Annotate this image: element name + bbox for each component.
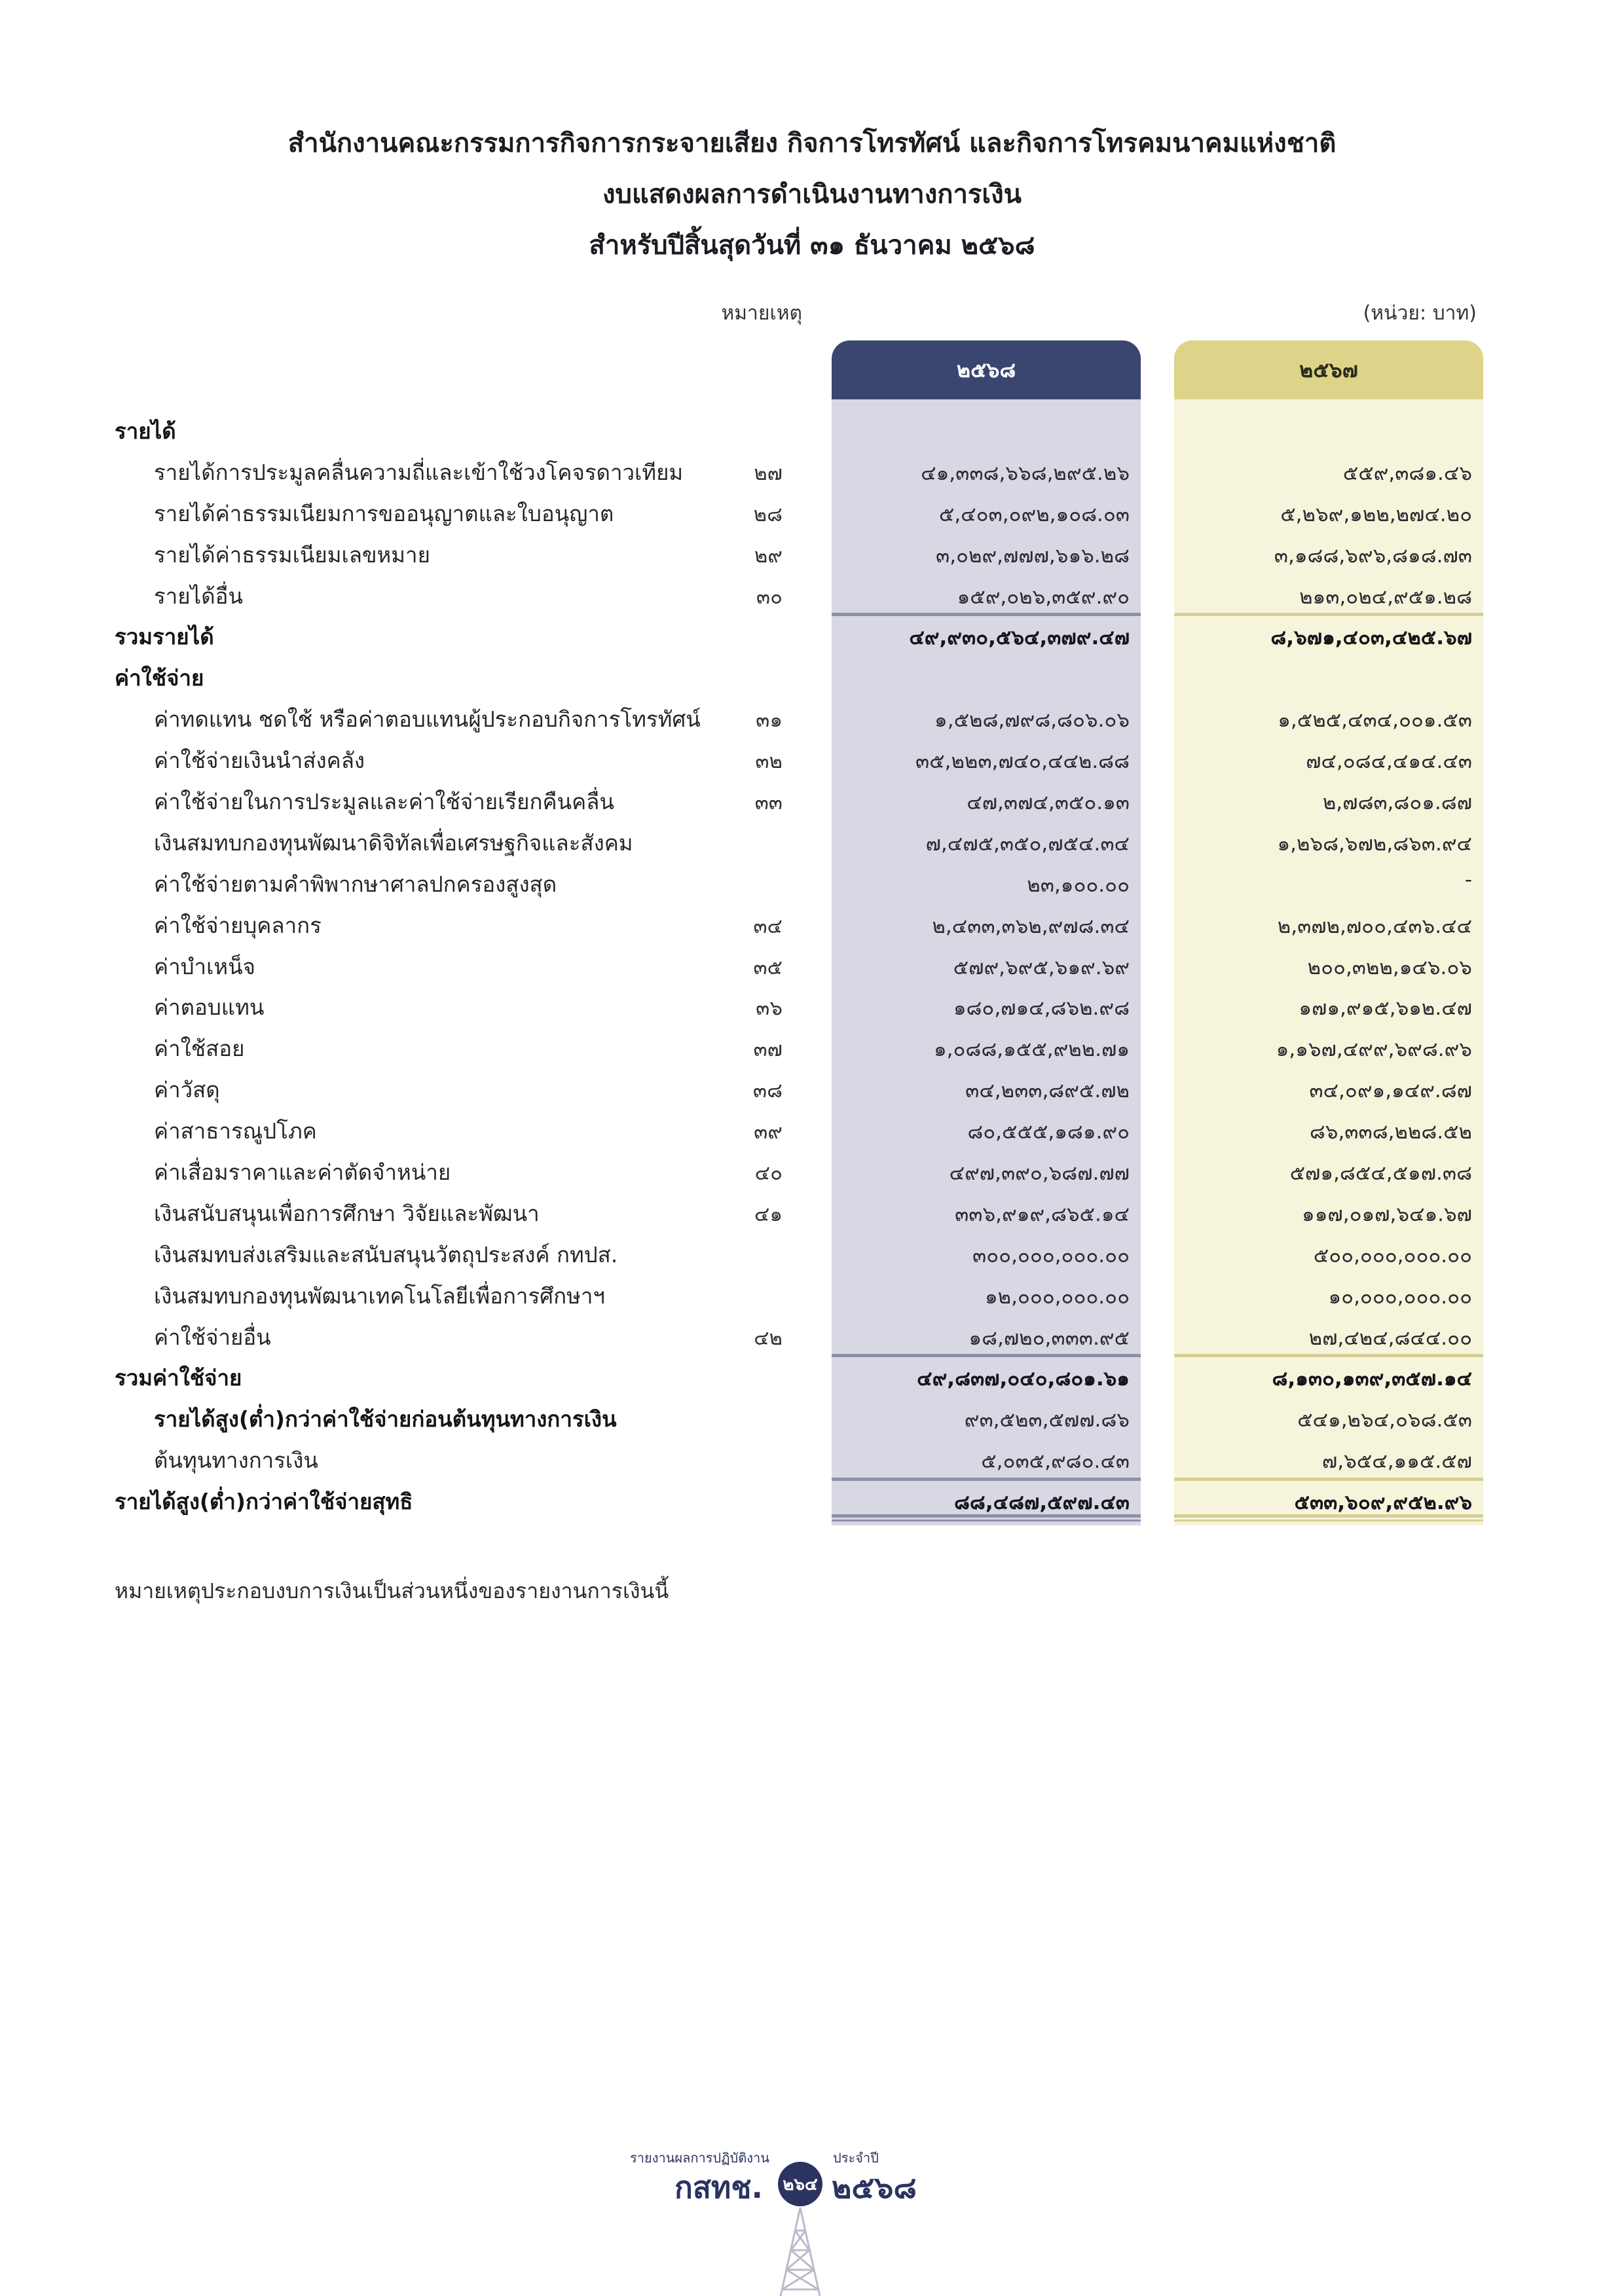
total-rule-line <box>1174 1478 1483 1481</box>
previous-year-amount: - <box>1464 867 1472 892</box>
footer-year: ๒๕๖๘ <box>832 2170 917 2205</box>
row-note-ref: ๓๙ <box>754 1120 783 1144</box>
current-year-amount: ๔๙๗,๓๙๐,๖๘๗.๗๗ <box>949 1161 1130 1186</box>
previous-year-amount: ๒,๗๘๓,๘๐๑.๘๗ <box>1322 791 1472 815</box>
footnote: หมายเหตุประกอบงบการเงินเป็นส่วนหนึ่งของรายงานการเงินนี้ <box>115 1578 669 1603</box>
row-label: ค่าเสื่อมราคาและค่าตัดจำหน่าย <box>154 1159 451 1186</box>
previous-year-amount: ๓,๑๘๘,๖๙๖,๘๑๘.๗๓ <box>1274 543 1472 568</box>
row-label: เงินสนับสนุนเพื่อการศึกษา วิจัยและพัฒนา <box>154 1200 540 1226</box>
current-year-amount: ๑,๐๘๘,๑๕๕,๙๒๒.๗๑ <box>933 1038 1130 1062</box>
row-label: ค่าใช้จ่ายอื่น <box>154 1324 271 1350</box>
row-label: ค่าทดแทน ชดใช้ หรือค่าตอบแทนผู้ประกอบกิจการโทรทัศน์ <box>154 706 701 733</box>
current-year-amount: ๓๔,๒๓๓,๘๙๕.๗๒ <box>965 1079 1130 1103</box>
current-year-amount: ๓๕,๒๒๓,๗๔๐,๔๔๒.๘๘ <box>915 750 1130 774</box>
current-year-amount: ๔๑,๓๓๘,๖๖๘,๒๙๕.๒๖ <box>921 461 1130 485</box>
row-label: รายได้สูง(ต่ำ)กว่าค่าใช้จ่ายก่อนต้นทุนทางการเงิน <box>154 1406 617 1432</box>
line-item-row <box>0 572 1624 613</box>
row-label: ค่าบำเหน็จ <box>154 953 256 979</box>
row-label: ต้นทุนทางการเงิน <box>154 1448 318 1474</box>
row-label: เงินสมทบกองทุนพัฒนาเทคโนโลยีเพื่อการศึกษาฯ <box>154 1283 605 1309</box>
double-underline <box>1174 1514 1483 1518</box>
line-item-row <box>0 983 1624 1025</box>
line-item-row <box>0 1272 1624 1313</box>
line-item-row <box>0 943 1624 984</box>
previous-year-amount: ๑,๑๖๗,๔๙๙,๖๙๘.๙๖ <box>1276 1038 1472 1062</box>
previous-year-amount: ๕,๒๖๙,๑๒๒,๒๗๔.๒๐ <box>1280 502 1472 526</box>
double-underline <box>1174 1520 1483 1522</box>
line-item-row <box>0 1313 1624 1355</box>
current-year-amount: ๕,๐๓๕,๙๘๐.๔๓ <box>981 1449 1130 1474</box>
previous-year-header: ๒๕๖๗ <box>1174 340 1483 399</box>
row-label: ค่าวัสดุ <box>154 1077 220 1103</box>
row-note-ref: ๓๕ <box>753 955 783 979</box>
current-year-amount: ๓๐๐,๐๐๐,๐๐๐.๐๐ <box>972 1243 1130 1267</box>
row-label: เงินสมทบส่งเสริมและสนับสนุนวัตถุประสงค์ กทปส. <box>154 1241 618 1267</box>
line-item-row <box>0 448 1624 490</box>
row-label: รวมรายได้ <box>115 624 214 650</box>
current-year-amount: ๒๓,๑๐๐.๐๐ <box>1027 873 1130 897</box>
total-rule-line <box>832 613 1141 616</box>
line-item-row <box>0 695 1624 737</box>
row-note-ref: ๓๓ <box>754 791 783 815</box>
row-label: ค่าใช้จ่ายบุคลากร <box>154 912 322 938</box>
total-rule-line <box>832 1478 1141 1481</box>
previous-year-amount: ๑๑๗,๐๑๗,๖๔๑.๖๗ <box>1302 1202 1472 1226</box>
page-number-badge: ๒๖๔ <box>778 2162 822 2206</box>
row-note-ref: ๓๑ <box>756 708 783 733</box>
row-note-ref: ๓๔ <box>753 914 783 938</box>
statement-table <box>0 407 1624 1519</box>
row-label: รายได้ค่าธรรมเนียมการขออนุญาตและใบอนุญาต <box>154 500 614 526</box>
previous-year-amount: ๕๓๓,๖๐๙,๙๕๒.๙๖ <box>1294 1491 1472 1515</box>
row-label: ค่าใช้จ่ายตามคำพิพากษาศาลปกครองสูงสุด <box>154 871 557 897</box>
line-item-row <box>0 1436 1624 1478</box>
row-note-ref: ๔๐ <box>754 1161 783 1186</box>
row-label: ค่าสาธารณูปโภค <box>154 1118 317 1144</box>
row-label: ค่าใช้สอย <box>154 1036 245 1062</box>
previous-year-amount: ๒,๓๗๒,๗๐๐,๔๓๖.๔๔ <box>1277 914 1472 938</box>
line-item-row <box>0 1107 1624 1148</box>
line-item-row <box>0 860 1624 902</box>
title-period: สำหรับปีสิ้นสุดวันที่ ๓๑ ธันวาคม ๒๕๖๘ <box>589 230 1035 261</box>
previous-year-amount: ๕๔๑,๒๖๔,๐๖๘.๕๓ <box>1297 1408 1472 1432</box>
row-label: รายได้การประมูลคลื่นความถี่และเข้าใช้วงโคจรดาวเทียม <box>154 459 684 485</box>
line-item-row <box>0 531 1624 572</box>
previous-year-amount: ๒๑๓,๐๒๔,๙๕๑.๒๘ <box>1299 585 1472 609</box>
current-year-amount: ๑๘,๗๒๐,๓๓๓.๙๕ <box>969 1326 1130 1350</box>
report-title <box>0 118 1624 271</box>
previous-year-amount: ๕๕๙,๓๘๑.๔๖ <box>1342 461 1472 485</box>
previous-year-amount: ๑,๕๒๕,๔๓๔,๐๐๑.๕๓ <box>1278 708 1472 733</box>
footer-right-caption: ประจำปี <box>833 2150 879 2166</box>
previous-year-amount: ๒๗,๔๒๔,๘๔๔.๐๐ <box>1308 1326 1472 1350</box>
current-year-amount: ๔๗,๓๗๔,๓๕๐.๑๓ <box>967 791 1130 815</box>
previous-year-amount: ๗,๖๕๔,๑๑๕.๕๗ <box>1321 1449 1472 1474</box>
total-row <box>0 1395 1624 1436</box>
line-item-row <box>0 1066 1624 1107</box>
previous-year-amount: ๑,๒๖๘,๖๗๒,๘๖๓.๙๔ <box>1277 831 1472 856</box>
current-year-amount: ๑๒,๐๐๐,๐๐๐.๐๐ <box>984 1285 1130 1309</box>
line-item-row <box>0 902 1624 943</box>
total-row <box>0 1354 1624 1395</box>
row-note-ref: ๓๒ <box>755 750 783 774</box>
title-organization: สำนักงานคณะกรรมการกิจการกระจายเสียง กิจการโทรทัศน์ และกิจการโทรคมนาคมแห่งชาติ <box>287 128 1337 158</box>
section-heading-row <box>0 407 1624 448</box>
row-note-ref: ๔๒ <box>754 1326 783 1350</box>
previous-year-amount: ๒๐๐,๓๒๒,๑๔๖.๐๖ <box>1307 955 1472 979</box>
line-item-row <box>0 1231 1624 1272</box>
line-item-row <box>0 778 1624 819</box>
current-year-amount: ๑,๕๒๘,๗๙๘,๘๐๖.๐๖ <box>934 708 1130 733</box>
row-label: เงินสมทบกองทุนพัฒนาดิจิทัลเพื่อเศรษฐกิจและสังคม <box>154 829 633 856</box>
line-item-row <box>0 737 1624 778</box>
page-footer <box>0 2134 1624 2296</box>
broadcast-tower-icon <box>775 2208 825 2296</box>
current-year-header: ๒๕๖๘ <box>832 340 1141 399</box>
double-underline <box>832 1520 1141 1522</box>
row-note-ref: ๒๘ <box>753 502 783 526</box>
section-heading-row <box>0 654 1624 695</box>
line-item-row <box>0 1025 1624 1066</box>
note-column-label: หมายเหตุ <box>721 302 802 325</box>
row-note-ref: ๒๗ <box>754 461 783 485</box>
current-year-amount: ๘๐,๕๕๕,๑๘๑.๙๐ <box>967 1120 1130 1144</box>
previous-year-amount: ๑๐,๐๐๐,๐๐๐.๐๐ <box>1328 1285 1472 1309</box>
row-label: รายได้อื่น <box>154 583 243 609</box>
unit-label: (หน่วย: บาท) <box>1363 302 1477 325</box>
current-year-amount: ๔๙,๘๓๗,๐๔๐,๘๐๑.๖๑ <box>917 1367 1130 1391</box>
row-label: ค่าตอบแทน <box>154 994 265 1021</box>
previous-year-amount: ๑๗๑,๙๑๕,๖๑๒.๔๗ <box>1299 996 1472 1021</box>
current-year-amount: ๙๓,๕๒๓,๕๗๗.๘๖ <box>964 1408 1130 1432</box>
previous-year-amount: ๘,๖๗๑,๔๐๓,๔๒๕.๖๗ <box>1270 626 1472 650</box>
row-label: ค่าใช้จ่ายในการประมูลและค่าใช้จ่ายเรียกคืนคลื่น <box>154 789 614 815</box>
row-note-ref: ๔๑ <box>754 1202 783 1226</box>
previous-year-amount: ๗๔,๐๘๔,๔๑๔.๔๓ <box>1306 750 1472 774</box>
row-note-ref: ๒๙ <box>754 543 783 568</box>
current-year-amount: ๕๗๙,๖๙๕,๖๑๙.๖๙ <box>953 955 1130 979</box>
line-item-row <box>0 490 1624 531</box>
line-item-row <box>0 1148 1624 1190</box>
total-rule-line <box>1174 1354 1483 1357</box>
total-rule-line <box>832 1354 1141 1357</box>
current-year-amount: ๒,๔๓๓,๓๖๒,๙๗๘.๓๔ <box>932 914 1130 938</box>
row-label: ค่าใช้จ่ายเงินนำส่งคลัง <box>154 748 365 774</box>
row-label: รายได้ <box>115 418 176 444</box>
row-note-ref: ๓๖ <box>756 996 783 1021</box>
total-row <box>0 613 1624 654</box>
row-note-ref: ๓๐ <box>756 585 783 609</box>
current-year-amount: ๕,๔๐๓,๐๙๒,๑๐๘.๐๓ <box>938 502 1130 526</box>
row-note-ref: ๓๘ <box>752 1079 783 1103</box>
current-year-amount: ๗,๔๗๕,๓๕๐,๗๕๔.๓๔ <box>925 831 1130 856</box>
current-year-amount: ๑๕๙,๐๒๖,๓๕๙.๙๐ <box>957 585 1130 609</box>
title-statement: งบแสดงผลการดำเนินงานทางการเงิน <box>602 179 1022 210</box>
total-row <box>0 1478 1624 1519</box>
previous-year-amount: ๘,๑๓๐,๑๓๙,๓๕๗.๑๔ <box>1272 1367 1472 1391</box>
current-year-amount: ๓๓๖,๙๑๙,๘๖๕.๑๔ <box>955 1202 1130 1226</box>
row-label: ค่าใช้จ่าย <box>115 665 204 691</box>
previous-year-amount: ๓๔,๐๙๑,๑๔๙.๘๗ <box>1309 1079 1472 1103</box>
previous-year-amount: ๕๐๐,๐๐๐,๐๐๐.๐๐ <box>1313 1243 1472 1267</box>
row-label: รายได้สูง(ต่ำ)กว่าค่าใช้จ่ายสุทธิ <box>115 1489 413 1515</box>
previous-year-amount: ๕๗๑,๘๕๔,๕๑๗.๓๘ <box>1289 1161 1472 1186</box>
line-item-row <box>0 1190 1624 1231</box>
current-year-amount: ๘๘,๔๘๗,๕๙๗.๔๓ <box>954 1491 1130 1515</box>
row-note-ref: ๓๗ <box>753 1038 783 1062</box>
double-underline <box>832 1514 1141 1518</box>
current-year-amount: ๔๙,๙๓๐,๕๖๔,๓๗๙.๔๗ <box>909 626 1130 650</box>
line-item-row <box>0 819 1624 860</box>
current-year-amount: ๓,๐๒๙,๗๗๗,๖๑๖.๒๘ <box>936 543 1130 568</box>
row-label: รวมค่าใช้จ่าย <box>115 1365 242 1391</box>
footer-left-caption: รายงานผลการปฏิบัติงาน <box>630 2150 769 2166</box>
previous-year-amount: ๘๖,๓๓๘,๒๒๘.๕๒ <box>1309 1120 1472 1144</box>
current-year-amount: ๑๘๐,๗๑๔,๘๖๒.๙๘ <box>953 996 1130 1021</box>
row-label: รายได้ค่าธรรมเนียมเลขหมาย <box>154 541 430 568</box>
footer-org-logo-text: กสทช. <box>674 2170 763 2205</box>
total-rule-line <box>1174 613 1483 616</box>
